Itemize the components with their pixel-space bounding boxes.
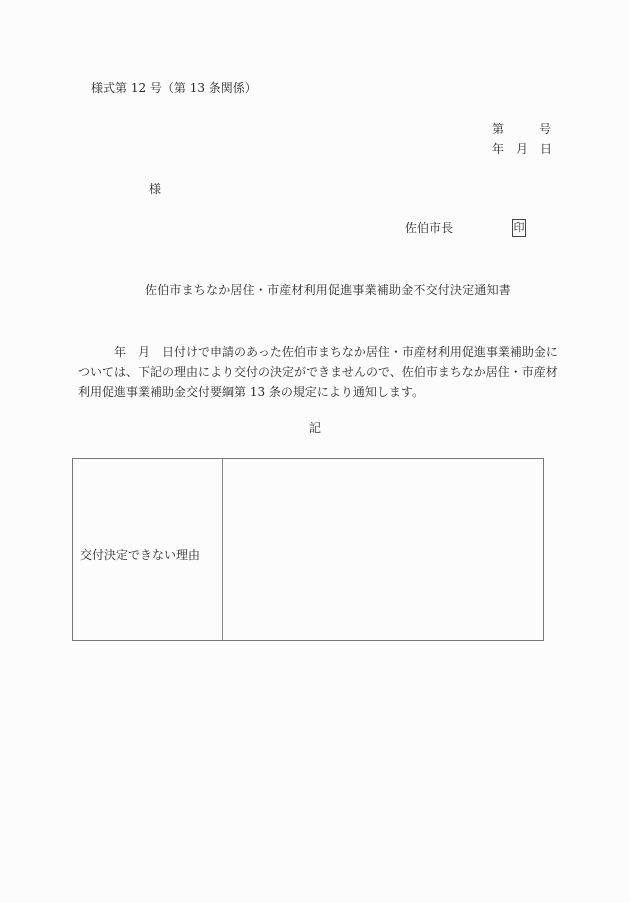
body-paragraph bbox=[78, 342, 556, 402]
form-number: 様式第 12 号（第 13 条関係） bbox=[91, 81, 257, 95]
document-title: 佐伯市まちなか居住・市産材利用促進事業補助金不交付決定通知書 bbox=[145, 283, 512, 297]
date-day: 日 bbox=[540, 142, 553, 156]
reason-label-cell bbox=[73, 459, 223, 640]
body-line: ついては、下記の理由により交付の決定ができませんので、佐伯市まちなか居住・市産材 bbox=[78, 365, 558, 379]
document-number-prefix: 第 bbox=[492, 122, 505, 136]
date-month: 月 bbox=[516, 142, 529, 156]
sender-title: 佐伯市長 bbox=[405, 221, 454, 235]
body-line: 利用促進事業補助金交付要綱第 13 条の規定により通知します。 bbox=[78, 385, 424, 399]
body-line: 年 月 日付けで申請のあった佐伯市まちなか居住・市産材利用促進事業補助金に bbox=[78, 345, 558, 359]
seal-icon: 印 bbox=[512, 219, 526, 237]
date-year: 年 bbox=[492, 142, 505, 156]
reason-label: 交付決定できない理由 bbox=[80, 548, 201, 562]
note-heading: 記 bbox=[309, 421, 322, 435]
document-number-suffix: 号 bbox=[539, 122, 552, 136]
reason-table bbox=[72, 458, 544, 641]
reason-value-cell[interactable] bbox=[223, 459, 543, 640]
addressee-honorific: 様 bbox=[149, 182, 162, 196]
